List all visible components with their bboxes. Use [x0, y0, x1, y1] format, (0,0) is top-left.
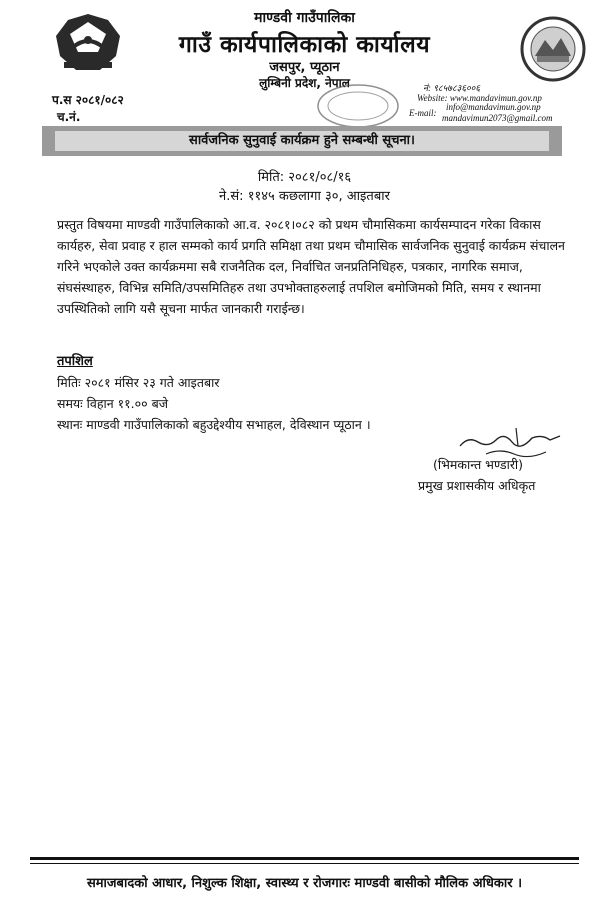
notice-body: प्रस्तुत विषयमा माण्डवी गाउँपालिकाको आ.व. २०८१।०८२ को प्रथम चौमासिकमा कार्यसम्पादन गरेका विकास कार्यहरु, सेवा प्रवाह र हाल सम्मको कार्य प्रगति समिक्षा तथा प्रथम चौमासिक सार्वजनिक सुनुवाई कार्यक्रम संचालन गरिने भएकोले उक्त कार्यक्रममा सबै राजनैतिक दल, निर्वाचित जनप्रतिनिधिहरु, पत्रकार, नागरिक समाज, संघसंस्थाहरु, विभिन्न समिति/उपसमितिहरु तथा उपभोक्ताहरुलाई तपशिल बमोजिमको मिति, समय र स्थानमा उपस्थितिको लागि यसै सूचना मार्फत जानकारी गराईन्छ। [57, 217, 565, 316]
office-title: गाउँ कार्यपालिकाको कार्यालय [178, 32, 431, 58]
municipality-name: माण्डवी गाउँपालिका [254, 10, 355, 26]
details-heading: तपशिल [57, 354, 93, 369]
email-label: E-mail: [409, 108, 437, 118]
footer-motto: समाजबादको आधार, निशुल्क शिक्षा, स्वास्थ्य र रोजगारः माण्डवी बासीको मौलिक अधिकार । [86, 876, 523, 891]
footer-divider [30, 857, 579, 860]
email-primary: info@mandavimun.gov.np [446, 102, 541, 112]
details-venue: स्थानः माण्डवी गाउँपालिकाको बहुउद्देश्यीय सभाहल, देविस्थान प्यूठान । [57, 417, 371, 432]
notice-reference: ने.सं: ११४५ कछलागा ३०, आइतबार [219, 189, 390, 204]
website: Website: www.mandavimun.gov.np [417, 93, 542, 103]
details-time: समयः विहान ११.०० बजे [57, 396, 169, 411]
signer-name: (भिमकान्त भण्डारी) [433, 457, 524, 472]
notice-date: मिति: २०८१/०८/१६ [257, 170, 352, 185]
office-stamp-icon [313, 82, 403, 130]
details-date: मितिः २०८१ मंसिर २३ गते आइतबार [57, 375, 220, 390]
dispatch-ref: च.नं. [57, 110, 81, 124]
signature-icon [456, 424, 566, 460]
signer-title: प्रमुख प्रशासकीय अधिकृत [418, 478, 536, 493]
phone-number: नं: ९८५७८३६००६ [423, 83, 481, 93]
address-line-2: लुम्बिनी प्रदेश, नेपाल [259, 76, 350, 90]
fiscal-ref: प.स २०८१/०८२ [52, 93, 124, 107]
notice-title: सार्वजनिक सुनुवाई कार्यक्रम हुने सम्बन्धी सूचना। [55, 131, 549, 151]
address-line-1: जसपुर, प्यूठान [269, 60, 340, 75]
footer-divider-thin [30, 863, 579, 864]
email-secondary: mandavimun2073@gmail.com [442, 113, 553, 123]
